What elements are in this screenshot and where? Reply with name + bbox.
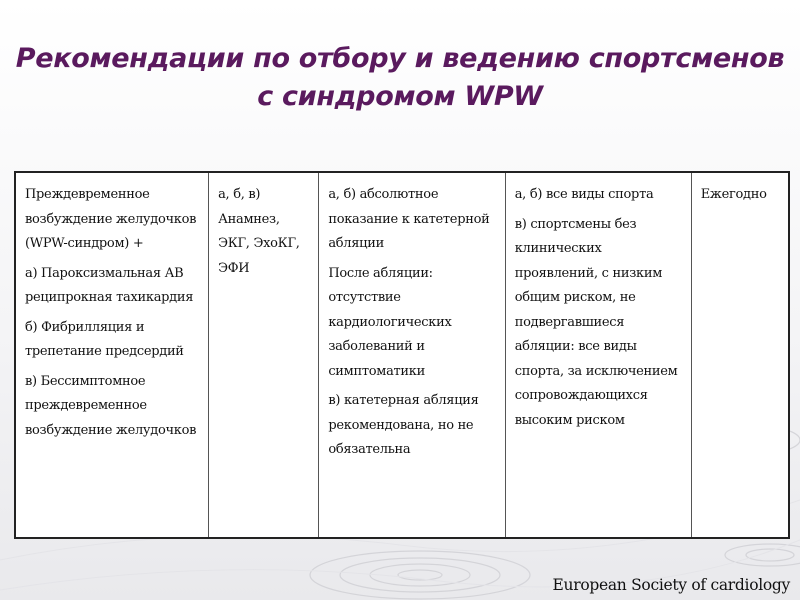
cell-paragraph: в) катетерная абляция рекомендована, но не обязательна	[328, 393, 479, 457]
table-cell-criteria	[319, 172, 505, 538]
cell-paragraph: Ежегодно	[700, 187, 767, 202]
footer-source: European Society of cardiology	[552, 576, 790, 594]
table-cell-evaluation	[209, 172, 319, 538]
cell-paragraph: а, б) абсолютное показание к катетерной абляции	[328, 187, 490, 251]
cell-paragraph: в) Бессимптомное преждевременное возбуждение желудочков	[25, 373, 197, 438]
slide-title	[0, 40, 800, 116]
table-cell-follow-up	[691, 172, 789, 538]
cell-paragraph: а) Пароксизмальная АВ реципрокная тахикардия	[25, 265, 194, 305]
cell-paragraph: а, б) все виды спорта	[514, 187, 654, 202]
recommendations-table	[14, 171, 790, 539]
slide-title-line-2: с синдромом WPW	[257, 81, 543, 112]
table-cell-condition	[15, 172, 209, 538]
table-row	[15, 172, 789, 538]
table-cell-recommendations	[505, 172, 691, 538]
cell-paragraph: После абляции: отсутствие кардиологических заболеваний и симптоматики	[328, 265, 452, 379]
cell-paragraph: б) Фибрилляция и трепетание предсердий	[25, 319, 184, 359]
cell-paragraph: а, б, в) Анамнез, ЭКГ, ЭхоКГ, ЭФИ	[218, 187, 300, 276]
cell-paragraph: в) спортсмены без клинических проявлений, с низким общим риском, не подвергавшиеся абляции: все виды спорта, за исключением сопровождающихся высоким риском	[514, 216, 678, 428]
cell-paragraph: Преждевременное возбуждение желудочков (WPW-синдром) +	[25, 187, 197, 251]
slide-title-line-1: Рекомендации по отбору и ведению спортсменов	[15, 43, 785, 74]
